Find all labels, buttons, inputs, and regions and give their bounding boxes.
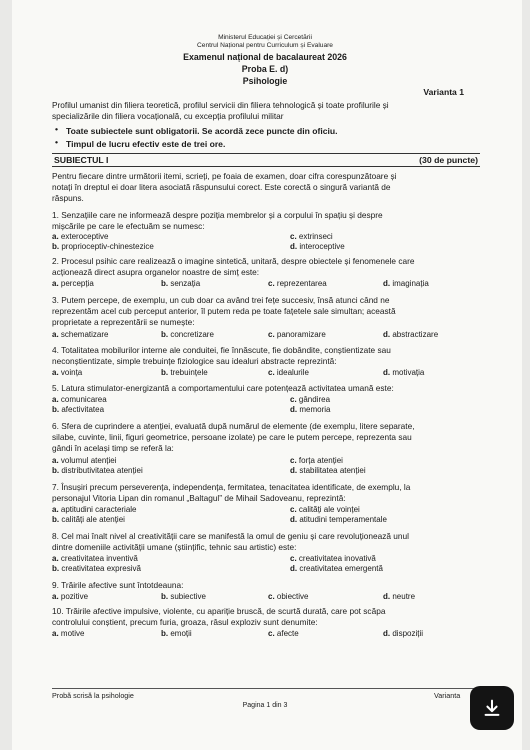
q4-option-d: d. motivația <box>383 368 425 377</box>
q3-option-c: c. panoramizare <box>268 330 326 339</box>
q3-option-d: d. abstractizare <box>383 330 439 339</box>
q1-option-d: d. interoceptive <box>290 242 345 251</box>
q5-option-b: b. afectivitatea <box>52 405 105 414</box>
rule-bullet-2: Timpul de lucru efectiv este de trei ore. <box>66 139 226 149</box>
ministry-name: Ministerul Educației și Cercetării <box>218 34 312 41</box>
exam-title: Examenul național de bacalaureat 2026 <box>183 52 347 62</box>
subject-title: Psihologie <box>242 76 288 86</box>
instruction-line: notați în dreptul ei doar litera asociată răspunsului corect. Este corectă o singură variantă de <box>52 182 391 192</box>
section-rule-bottom <box>52 166 480 167</box>
question-3-text: proprietate a reprezentării se numește: <box>52 317 195 327</box>
bullet-icon: • <box>55 124 59 134</box>
q2-option-a: a. percepția <box>52 279 94 288</box>
q9-option-c: c. obiective <box>268 592 309 601</box>
question-8-text: dintre domeniile activității umane (științific, tehnic sau artistic) este: <box>52 542 297 552</box>
q6-option-b: b. distributivitatea atenției <box>52 466 143 475</box>
q10-option-c: c. afecte <box>268 629 299 638</box>
question-8-text: 8. Cel mai înalt nivel al creativității care se manifestă la omul de geniu și care revoluționează unul <box>52 531 409 541</box>
section-rule-top <box>52 153 480 154</box>
q9-option-a: a. pozitive <box>52 592 89 601</box>
q7-option-b: b. calități ale atenției <box>52 515 125 524</box>
question-4-text: 4. Totalitatea mobilurilor interne ale conduitei, fie înnăscute, fie dobândite, conștientizate sau <box>52 345 391 355</box>
center-name: Centrul Național pentru Curriculum și Evaluare <box>197 42 333 49</box>
question-1-text: 1. Senzațiile care ne informează despre poziția membrelor și a corpului în spațiu și despre <box>52 210 383 220</box>
q10-option-b: b. emoții <box>161 629 192 638</box>
section-points: (30 de puncte) <box>419 155 478 165</box>
bullet-icon: • <box>55 137 59 147</box>
q2-option-b: b. senzația <box>161 279 201 288</box>
question-1-text: mișcările pe care le efectuăm se numesc: <box>52 221 205 231</box>
question-10-text: controlului conștient, precum furia, groaza, râsul exploziv sunt denumite: <box>52 617 318 627</box>
download-icon <box>481 697 503 719</box>
q10-option-a: a. motive <box>52 629 85 638</box>
rule-bullet-1: Toate subiectele sunt obligatorii. Se acordă zece puncte din oficiu. <box>66 126 338 136</box>
q9-option-d: d. neutre <box>383 592 416 601</box>
q3-option-b: b. concretizare <box>161 330 214 339</box>
question-3-text: 3. Putem percepe, de exemplu, un cub doar ca având trei fețe succesiv, însă atunci când ne <box>52 295 390 305</box>
q8-option-d: d. creativitatea emergentă <box>290 564 383 573</box>
page-number: Pagina 1 din 3 <box>242 702 288 709</box>
question-2-text: 2. Procesul psihic care realizează o imagine sintetică, unitară, despre obiectele și fenomenele care <box>52 256 415 266</box>
question-5-text: 5. Latura stimulator-energizantă a comportamentului care potențează activitatea umană este: <box>52 383 394 393</box>
q4-option-b: b. trebuințele <box>161 368 208 377</box>
footer-rule <box>52 688 480 689</box>
question-2-text: acționează direct asupra organelor noastre de simț este: <box>52 267 260 277</box>
q5-option-c: c. gândirea <box>290 395 331 404</box>
q1-option-c: c. extrinseci <box>290 232 333 241</box>
q2-option-d: d. imaginația <box>383 279 429 288</box>
q6-option-a: a. volumul atenției <box>52 456 117 465</box>
instruction-line: Pentru fiecare dintre următorii itemi, scrieți, pe foaia de examen, doar cifra corespunzătoare și <box>52 171 397 181</box>
question-6-text: 6. Sfera de cuprindere a atenției, evaluată după numărul de elemente (de exemplu, litere separate, <box>52 421 415 431</box>
q6-option-d: d. stabilitatea atenției <box>290 466 366 475</box>
q1-option-b: b. proprioceptiv-chinestezice <box>52 242 154 251</box>
section-title: SUBIECTUL I <box>54 155 109 165</box>
question-6-text: gândi în același timp se referă la: <box>52 443 174 453</box>
q5-option-d: d. memoria <box>290 405 331 414</box>
q1-option-a: a. exteroceptive <box>52 232 109 241</box>
question-3-text: reprezentăm acel cub perceput anterior, îl putem reda pe toate fațetele sale simultan; această <box>52 306 396 316</box>
profile-line-2: specializările din filiera vocațională, cu excepția profilului militar <box>52 111 284 121</box>
question-6-text: silabe, cuvinte, linii, figuri geometrice, persoane izolate) pe care le putem percepe, reprezenta sau <box>52 432 412 442</box>
q4-option-c: c. idealurile <box>268 368 309 377</box>
profile-line-1: Profilul umanist din filiera teoretică, profilul servicii din filiera tehnologică și toate profilurile și <box>52 100 389 110</box>
footer-right: Varianta <box>434 691 461 700</box>
q8-option-c: c. creativitatea inovativă <box>290 554 376 563</box>
q5-option-a: a. comunicarea <box>52 395 107 404</box>
q3-option-a: a. schematizare <box>52 330 109 339</box>
question-7-text: personajul Vitoria Lipan din romanul „Baltagul” de Mihail Sadoveanu, reprezintă: <box>52 493 346 503</box>
q7-option-a: a. aptitudini caracteriale <box>52 505 137 514</box>
question-4-text: neconștientizate, simple trebuințe fiziologice sau idealuri abstracte reprezintă: <box>52 356 337 366</box>
instruction-line: răspuns. <box>52 193 84 203</box>
variant-label: Varianta 1 <box>423 87 464 97</box>
question-9-text: 9. Trăirile afective sunt întotdeauna: <box>52 580 184 590</box>
q4-option-a: a. voința <box>52 368 83 377</box>
proba-label: Proba E. d) <box>241 64 289 74</box>
download-button[interactable] <box>470 686 514 730</box>
question-7-text: 7. Însușiri precum perseverența, independența, fermitatea, tenacitatea identificate, de exemplu, la <box>52 482 411 492</box>
footer-left: Probă scrisă la psihologie <box>52 691 134 700</box>
q8-option-a: a. creativitatea inventivă <box>52 554 138 563</box>
q9-option-b: b. subiective <box>161 592 206 601</box>
q10-option-d: d. dispoziții <box>383 629 424 638</box>
q7-option-c: c. calități ale voinței <box>290 505 360 514</box>
question-10-text: 10. Trăirile afective impulsive, violente, cu apariție bruscă, de scurtă durată, care pot scăpa <box>52 606 386 616</box>
q6-option-c: c. forța atenției <box>290 456 343 465</box>
q7-option-d: d. atitudini temperamentale <box>290 515 387 524</box>
q8-option-b: b. creativitatea expresivă <box>52 564 141 573</box>
q2-option-c: c. reprezentarea <box>268 279 327 288</box>
